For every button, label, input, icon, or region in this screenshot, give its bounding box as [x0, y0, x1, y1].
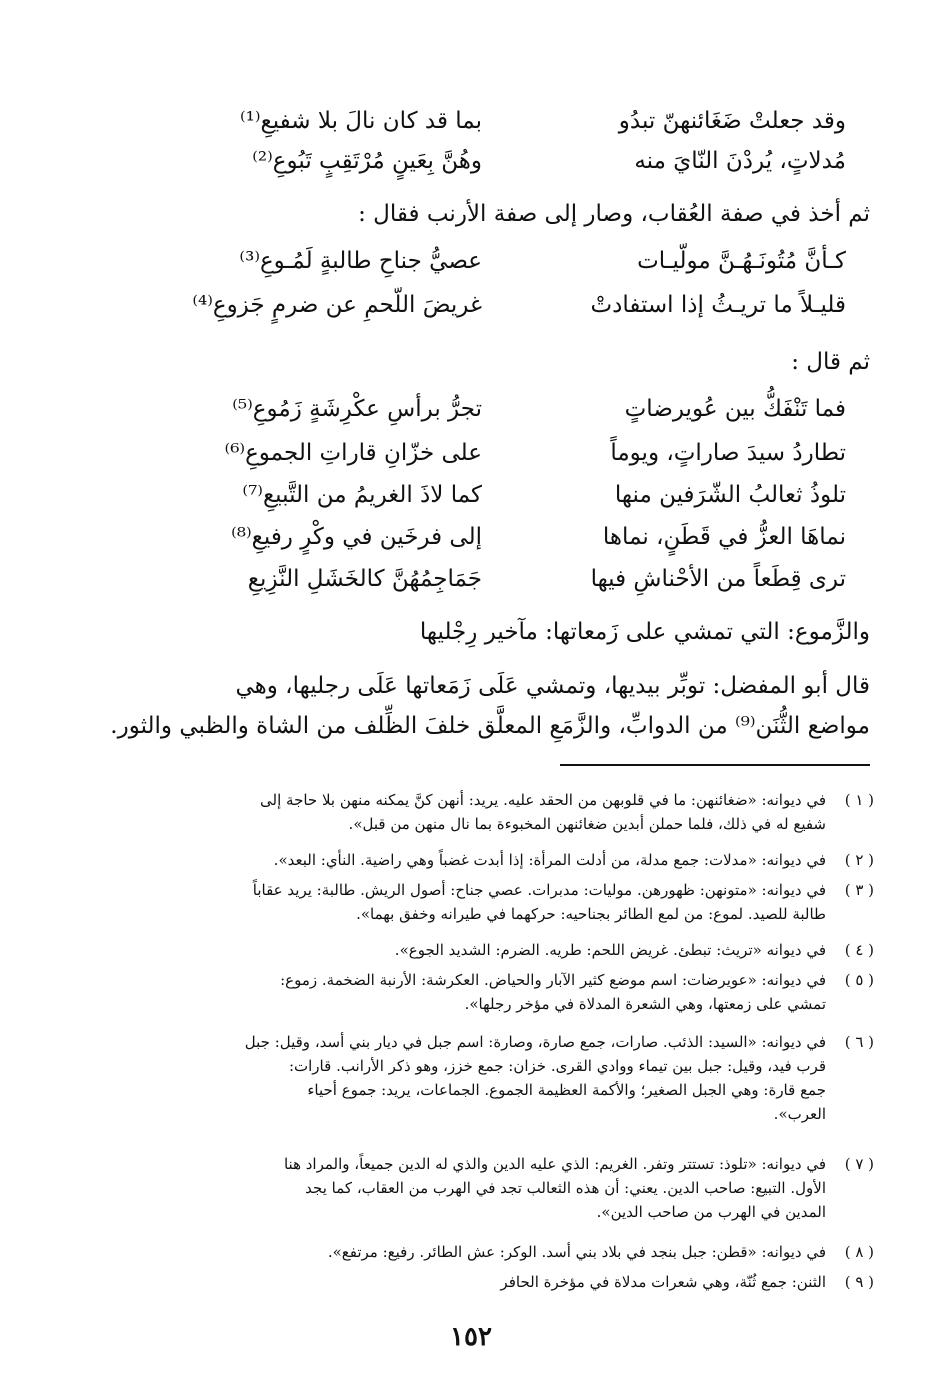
footnote — [64, 968, 874, 1016]
footnote-text: في ديوانه: «تلوذ: تستتر وتفر. الغريم: الذي عليه الدين والذي له الدين جميعاً، والمراد هنا — [283, 1155, 826, 1173]
verse-first-hemistich: فما تَنْفَكُّ بين عُويرضاتٍ — [624, 396, 846, 422]
footnote-number: ( ٩ ) — [844, 1273, 874, 1291]
footnote-text: طالبة للصيد. لموع: من لمع الطائر بجناحيه: حركهما في طيرانه وخفق بهما». — [356, 905, 826, 923]
verse-second-hemistich: تجرُّ برأسِ عكْرِشَةٍ زَمُوعِ⁽⁵⁾ — [232, 396, 482, 422]
footnote-text: الثنن: جمع ثُنّة، وهي شعرات مدلاة في مؤخرة الحافر — [500, 1273, 826, 1291]
footnote — [64, 1270, 874, 1294]
prose-paragraph: والزَّموع: التي تمشي على زَمعاتها: مآخير رِجْليها — [419, 619, 870, 645]
footnote-number: ( ٧ ) — [844, 1155, 874, 1173]
verse-first-hemistich: تطاردُ سيدَ صاراتٍ، ويوماً — [610, 440, 846, 466]
footnote-text: شفيع له في ذلك، فلما حملن أبدين ضغائنهن المخبوءة بما نال منهن من قبل». — [348, 815, 826, 833]
verse-second-hemistich: على خزّانِ قاراتِ الجموعِ⁽⁶⁾ — [224, 440, 482, 466]
footnote-text: في ديوانه: «السيد: الذئب. صارات، جمع صارة، وصارة: اسم جبل في ديار بني أسد، وقيل: جبل — [244, 1033, 826, 1051]
verse-first-hemistich: تلوذُ ثعالبُ الشّرَفين منها — [614, 482, 846, 508]
page-number: ١٥٢ — [450, 1322, 492, 1352]
footnote-text: العرب». — [773, 1105, 826, 1123]
prose-paragraph: قال أبو المفضل: توبِّر بيديها، وتمشي عَلَى زَمَعاتها عَلَى رجليها، وهي — [235, 673, 870, 699]
footnote — [64, 1030, 874, 1126]
prose-paragraph: ثم أخذ في صفة العُقاب، وصار إلى صفة الأرنب فقال : — [358, 201, 870, 227]
footnote-number: ( ٥ ) — [844, 971, 874, 989]
footnote-number: ( ٦ ) — [844, 1033, 874, 1051]
verse-second-hemistich: كما لاذَ الغريمُ من التَّبيعِ⁽⁷⁾ — [242, 482, 482, 508]
verse-second-hemistich: وهُنَّ بِعَينٍ مُرْتَقِبٍ تَبُوعِ⁽²⁾ — [252, 148, 482, 174]
footnote-text: في ديوانه: «عويرضات: اسم موضع كثير الآبار والحياض. العكرشة: الأرنبة الضخمة. زموع: — [280, 971, 826, 989]
footnote-number: ( ٤ ) — [844, 941, 874, 959]
verse-second-hemistich: بما قد كان نالَ بلا شفيعِ⁽¹⁾ — [239, 108, 482, 134]
verse-first-hemistich: قليـلاً ما تريـثُ إذا استفادتْ — [590, 292, 846, 318]
footnote-text: الأول. التبيع: صاحب الدين. يعني: أن هذه الثعالب تجد في الهرب من العقاب، كما يجد — [305, 1179, 826, 1197]
footnote-separator — [560, 764, 870, 766]
verse-first-hemistich: ترى قِطَعاً من الأحْناشِ فيها — [590, 566, 846, 592]
footnote-number: ( ١ ) — [844, 791, 874, 809]
verse-first-hemistich: وقد جعلتْ ضَغَائنهنّ تبدُو — [618, 108, 846, 134]
verse-second-hemistich: غريضَ اللّحمِ عن ضرمٍ جَزوعِ⁽⁴⁾ — [192, 292, 482, 318]
verse-first-hemistich: نماهَا العزُّ في قَطَنٍ، نماها — [602, 524, 846, 550]
prose-paragraph: ثم قال : — [791, 349, 870, 375]
footnote — [64, 1152, 874, 1224]
footnote-text: في ديوانه «تريث: تبطئ. غريض اللحم: طريه. الضرم: الشديد الجوع». — [394, 941, 826, 959]
verse-first-hemistich: كـأنَّ مُتُونَـهُـنَّ مولّيـات — [637, 248, 846, 274]
footnote — [64, 1240, 874, 1264]
footnote-text: جمع قارة: وهي الجبل الصغير؛ والأكمة العظيمة الجموع. الجماعات، يريد: جموع أحياء — [307, 1081, 826, 1099]
footnote-text: في ديوانه: «مدلات: جمع مدلة، من أدلت المرأة: إذا أبدت غضباً وهي راضية. النأي: البعد». — [273, 851, 826, 869]
footnote — [64, 848, 874, 872]
footnote-number: ( ٢ ) — [844, 851, 874, 869]
footnote-text: في ديوانه: «قطن: جبل بنجد في بلاد بني أسد. الوكر: عش الطائر. رفيع: مرتفع». — [327, 1243, 826, 1261]
verse-second-hemistich: عصيُّ جناحِ طالبةٍ لَمُـوعِ⁽³⁾ — [239, 248, 482, 274]
footnote — [64, 878, 874, 926]
prose-paragraph: مواضع الثُّنَن⁽⁹⁾ من الدوابِّ، والزَّمَعِ المعلَّق خلفَ الظِّلف من الشاة والظبي والثور. — [110, 713, 870, 739]
footnote-number: ( ٨ ) — [844, 1243, 874, 1261]
footnote-text: في ديوانه: «ضغائنهن: ما في قلوبهن من الحقد عليه. يريد: أنهن كنَّ يمكنه منهن بلا حاجة إلى — [260, 791, 826, 809]
footnote-number: ( ٣ ) — [844, 881, 874, 899]
footnote — [64, 938, 874, 962]
footnote-text: المدين في الهرب من صاحب الدين». — [596, 1203, 826, 1221]
footnote — [64, 788, 874, 836]
verse-first-hemistich: مُدلاتٍ، يُردْنَ النّايَ منه — [634, 148, 846, 174]
footnote-text: في ديوانه: «متونهن: ظهورهن. موليات: مدبرات. عصي جناح: أصول الريش. طالبة: يريد عقاباً — [252, 881, 826, 899]
footnote-text: قرب فيد، وقيل: جبل بين تيماء ووادي القرى. خزان: جمع خزز، وهو ذكر الأرانب. قارات: — [288, 1057, 826, 1075]
verse-second-hemistich: جَمَاجِمُهُنَّ كالخَشَلِ النَّزِيعِ — [247, 566, 482, 592]
footnote-text: تمشي على زمعتها، وهي الشعرة المدلاة في مؤخر رجلها». — [464, 995, 826, 1013]
verse-second-hemistich: إلى فرخَين في وكْرٍ رفيعِ⁽⁸⁾ — [231, 524, 482, 550]
